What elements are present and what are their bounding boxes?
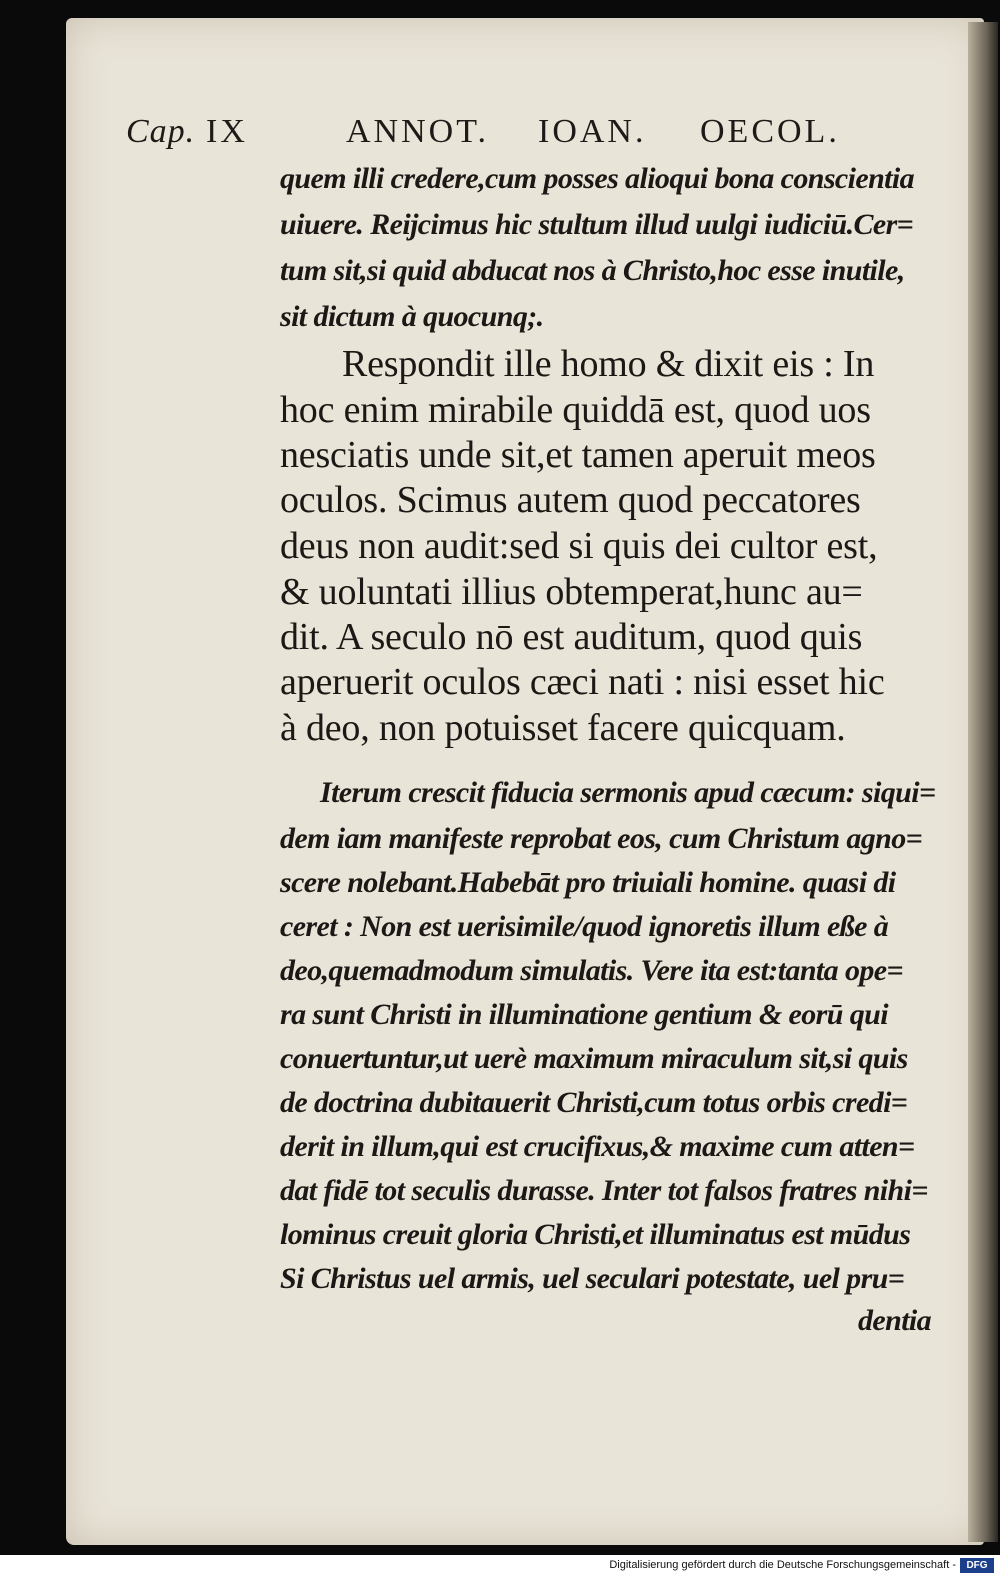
commentary-2-line-1: Iterum crescit fiducia sermonis apud cæcum: siqui= [320, 776, 936, 809]
commentary-1-line-2: uiuere. Reijcimus hic stultum illud uulgi iudiciū.Cer= [280, 208, 914, 241]
commentary-1-line-1: quem illi credere,cum posses alioqui bona conscientia [280, 162, 915, 195]
commentary-2-line-8: de doctrina dubitauerit Christi,cum totus orbis credi= [280, 1086, 908, 1119]
page-edge-shadow [968, 22, 998, 1542]
scripture-line-1: Respondit ille homo & dixit eis : In [342, 343, 875, 385]
chapter-label: Cap. [126, 113, 196, 150]
commentary-2-line-2: dem iam manifeste reprobat eos, cum Christum agno= [280, 822, 923, 855]
running-header [126, 113, 896, 159]
commentary-1-line-3: tum sit,si quid abducat nos à Christo,hoc esse inutile, [280, 254, 905, 287]
running-title-oecol: OECOL. [700, 113, 840, 150]
commentary-2-line-7: conuertuntur,ut uerè maximum miraculum sit,si quis [280, 1042, 908, 1075]
funding-credit: Digitalisierung gefördert durch die Deutsche Forschungsgemeinschaft - [609, 1559, 956, 1571]
scripture-line-8: aperuerit oculos cæci nati : nisi esset hic [280, 661, 885, 703]
commentary-2-line-5: deo,quemadmodum simulatis. Vere ita est:tanta ope= [280, 954, 903, 987]
commentary-2-line-12: Si Christus uel armis, uel seculari potestate, uel pru= [280, 1262, 905, 1295]
chapter-number: IX [206, 113, 248, 150]
commentary-2-line-4: ceret : Non est uerisimile/quod ignoretis illum eße à [280, 910, 889, 943]
scripture-line-7: dit. A seculo nō est auditum, quod quis [280, 616, 863, 658]
digitization-footer [0, 1555, 1000, 1578]
scripture-line-5: deus non audit:sed si quis dei cultor est, [280, 525, 878, 567]
commentary-2-line-9: derit in illum,qui est crucifixus,& maxime cum atten= [280, 1130, 915, 1163]
scripture-line-9: à deo, non potuisset facere quicquam. [280, 707, 846, 749]
commentary-2-line-10: dat fidē tot seculis durasse. Inter tot falsos fratres nihi= [280, 1174, 928, 1207]
dfg-logo: DFG [960, 1558, 994, 1573]
commentary-2-line-6: ra sunt Christi in illuminatione gentium & eorū qui [280, 998, 888, 1031]
catchword: dentia [858, 1304, 932, 1337]
scripture-line-6: & uoluntati illius obtemperat,hunc au= [280, 571, 863, 613]
scripture-line-3: nesciatis unde sit,et tamen aperuit meos [280, 434, 876, 476]
running-title-annot: ANNOT. [346, 113, 489, 150]
commentary-1-line-4: sit dictum à quocunq;. [280, 300, 544, 333]
commentary-2-line-3: scere nolebant.Habebāt pro triuiali homine. quasi di [280, 866, 896, 899]
scripture-line-4: oculos. Scimus autem quod peccatores [280, 479, 861, 521]
running-title-ioan: IOAN. [538, 113, 647, 150]
scripture-line-2: hoc enim mirabile quiddā est, quod uos [280, 389, 871, 431]
commentary-2-line-11: lominus creuit gloria Christi,et illuminatus est mūdus [280, 1218, 911, 1251]
